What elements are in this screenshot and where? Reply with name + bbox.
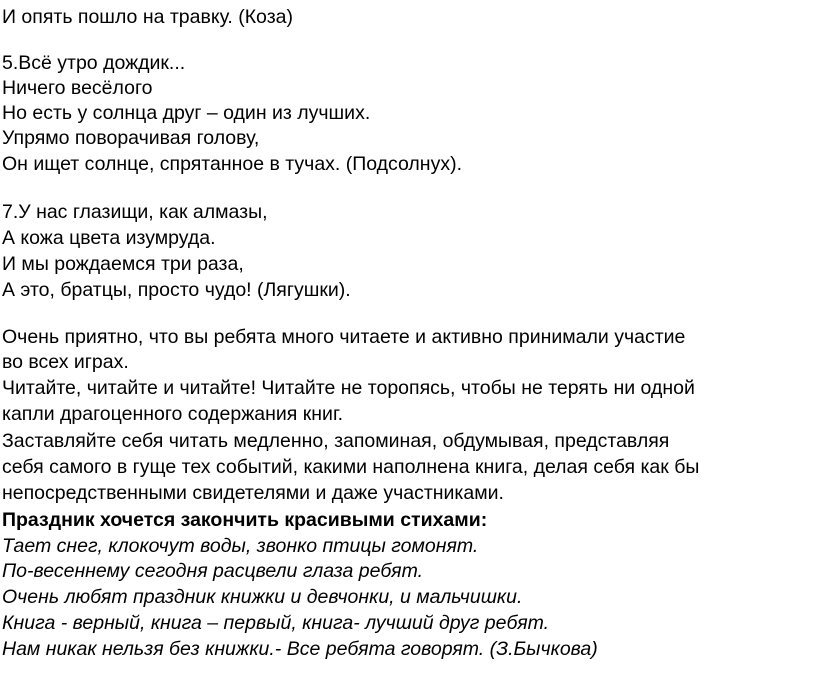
intro-line: И опять пошло на травку. (Коза) — [2, 6, 293, 28]
poem-line-2: По-весеннему сегодня расцвели глаза ребят. — [2, 560, 424, 582]
riddle5-line-3: Но есть у солнца друг – один из лучших. — [2, 102, 371, 124]
closing-heading: Праздник хочется закончить красивыми стихами: — [2, 509, 488, 531]
closing-line-5: Заставляйте себя читать медленно, запоминая, обдумывая, представляя — [2, 430, 670, 452]
poem-line-4: Книга - верный, книга – первый, книга- лучший друг ребят. — [2, 612, 550, 634]
poem-line-3: Очень любят праздник книжки и девчонки, и мальчишки. — [2, 586, 523, 608]
riddle7-line-2: А кожа цвета изумруда. — [2, 227, 216, 249]
riddle5-line-5: Он ищет солнце, спрятанное в тучах. (Подсолнух). — [2, 153, 462, 175]
riddle7-line-3: И мы рождаемся три раза, — [2, 253, 244, 275]
riddle5-line-4: Упрямо поворачивая голову, — [2, 127, 260, 149]
riddle7-line-1: 7.У нас глазищи, как алмазы, — [2, 201, 268, 223]
riddle7-line-4: А это, братцы, просто чудо! (Лягушки). — [2, 279, 351, 301]
poem-line-1: Тает снег, клокочут воды, звонко птицы гомонят. — [2, 535, 479, 557]
closing-line-2: во всех играх. — [2, 351, 129, 373]
closing-line-4: капли драгоценного содержания книг. — [2, 403, 344, 425]
closing-line-3: Читайте, читайте и читайте! Читайте не торопясь, чтобы не терять ни одной — [2, 377, 695, 399]
closing-line-6: себя самого в гуще тех событий, какими наполнена книга, делая себя как бы — [2, 456, 700, 478]
riddle5-line-2: Ничего весёлого — [2, 77, 153, 99]
riddle5-line-1: 5.Всё утро дождик... — [2, 52, 186, 74]
closing-line-7: непосредственными свидетелями и даже участниками. — [2, 482, 504, 504]
closing-line-1: Очень приятно, что вы ребята много читаете и активно принимали участие — [2, 326, 686, 348]
poem-line-5: Нам никак нельзя без книжки.- Все ребята говорят. (З.Бычкова) — [2, 638, 598, 660]
